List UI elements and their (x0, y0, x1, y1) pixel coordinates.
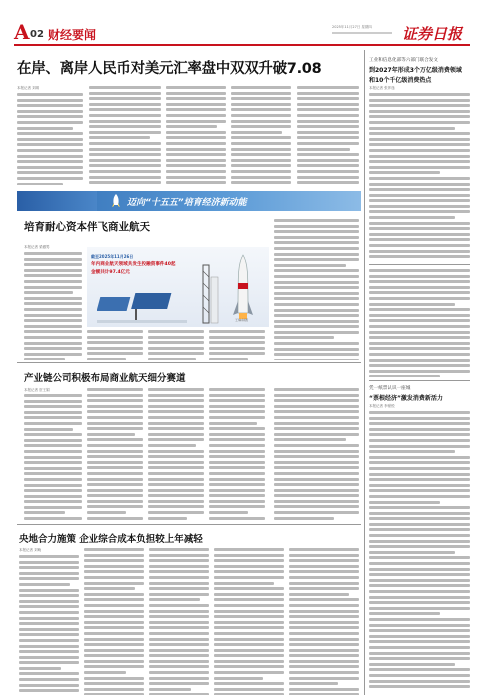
page-letter: A (14, 20, 30, 44)
chain-col-1 (24, 394, 82, 520)
feature-col-1 (24, 252, 82, 360)
feature-divider (17, 362, 361, 363)
right-mid-upper-body (369, 269, 470, 377)
bottom-col-4 (214, 548, 284, 695)
bottom-headline: 央地合力施策 企业综合成本负担较上年减轻 (19, 534, 203, 545)
main-col-1 (17, 93, 83, 185)
chart-caption-1: 截至2025年11月26日 (91, 254, 134, 259)
chart-caption-2: 年内商业航天领域共发生投融资事件40起 (91, 262, 176, 267)
chart-credit: 王琳/制图 (235, 318, 249, 322)
chain-headline: 产业链公司积极布局商业航天细分赛道 (24, 373, 186, 384)
bottom-divider (17, 524, 361, 525)
right-top-body (369, 93, 470, 261)
chain-col-5 (274, 388, 359, 520)
right-top-byline: 本报记者 张芗逸 (369, 86, 395, 90)
header-meta-line (332, 32, 392, 34)
main-col-2 (89, 86, 161, 185)
bottom-col-2 (84, 548, 144, 695)
right-top-headline-2: 到2027年形成3个万亿级消费领域 (369, 67, 462, 74)
feature-col-3 (148, 330, 204, 360)
right-mid-byline: 本报记者 李豪悦 (369, 404, 395, 408)
chain-col-3 (148, 388, 204, 520)
bottom-byline: 本报记者 刘萌 (19, 548, 42, 552)
feature-col-5 (274, 219, 359, 360)
right-top-headline-1: 工业和信息化部等六部门联合发文 (369, 58, 438, 63)
rocket-graphic (229, 253, 257, 325)
chain-col-4 (209, 388, 265, 520)
right-top-headline-3: 和10个千亿级消费热点 (369, 77, 432, 84)
right-column-divider (364, 50, 365, 695)
header-rule (14, 44, 470, 46)
right-mid-body (369, 411, 470, 691)
main-byline: 本报记者 刘琪 (17, 86, 40, 90)
rocket-icon (109, 193, 123, 209)
section-title: 财经要闻 (48, 28, 97, 42)
right-mid-headline-2: “票根经济”激发消费新活力 (369, 395, 443, 402)
bottom-col-1 (19, 555, 79, 695)
bottom-col-5 (289, 548, 359, 695)
feature-headline: 培育耐心资本伴飞商业航天 (24, 221, 150, 233)
header-meta: 2025年11月27日 星期四 (332, 25, 372, 29)
main-col-3 (166, 86, 226, 185)
masthead-logo: 证券日报 (402, 25, 463, 43)
page-header (14, 22, 474, 44)
feature-byline: 本报记者 梁傲男 (24, 245, 50, 249)
page-number: 02 (30, 29, 44, 40)
feature-col-2 (87, 330, 143, 360)
right-mid-divider (369, 264, 470, 265)
main-col-4 (231, 86, 291, 185)
feature-illustration (87, 247, 269, 327)
chain-col-2 (87, 388, 143, 520)
solar-panel-graphic (97, 287, 187, 323)
main-headline: 在岸、离岸人民币对美元汇率盘中双双升破7.08 (17, 61, 322, 77)
feature-col-4 (209, 330, 265, 360)
main-col-5 (297, 86, 359, 185)
feature-banner (17, 191, 361, 211)
banner-accent (17, 191, 97, 211)
right-story-divider (369, 380, 470, 381)
chart-caption-3: 金额共计97.4亿元 (91, 270, 130, 275)
chain-byline: 本报记者 贺王娟 (24, 388, 50, 392)
right-mid-headline-1: 凭一纸票认识一座城 (369, 386, 411, 391)
launch-tower-graphic (199, 261, 229, 325)
bottom-col-3 (149, 548, 209, 695)
banner-text: 迈向“十五五”培育经济新动能 (127, 198, 247, 208)
